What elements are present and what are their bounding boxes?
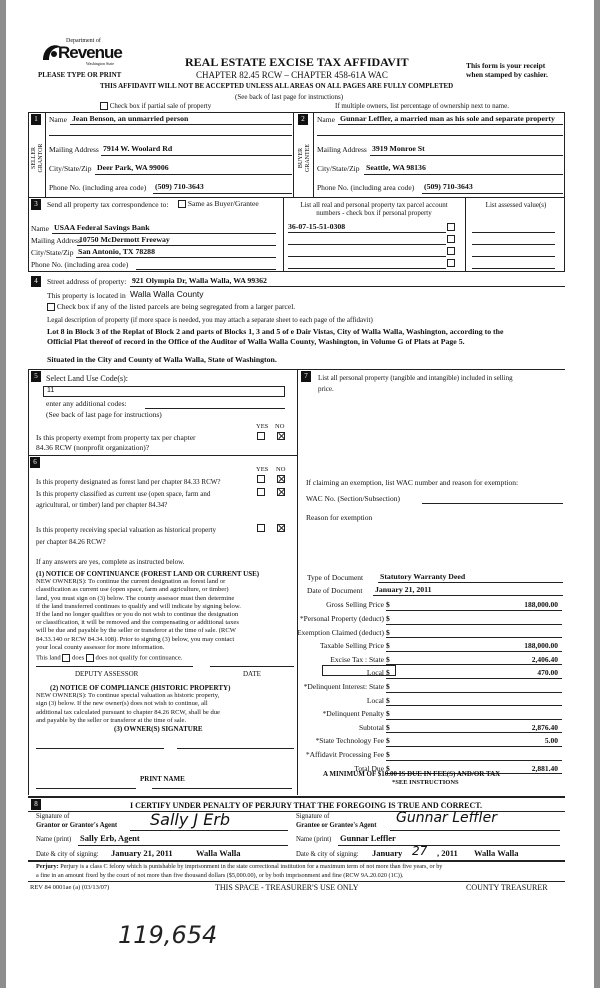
amount-label: Gross Selling Price [326,600,384,610]
historic-question: per chapter 84.26 RCW? [36,538,106,546]
dollar-sign: $ [386,722,390,732]
section-number-4: 4 [31,276,41,287]
owner-signature-line[interactable] [177,748,294,749]
certify-statement: I CERTIFY UNDER PENALTY OF PERJURY THAT THE FOREGOING IS TRUE AND CORRECT. [130,801,483,810]
amount-value[interactable]: 2,406.40 [531,654,558,664]
form-number: REV 84 0001ae (a) (03/13/07) [30,884,110,891]
grantee-city-field[interactable]: Walla Walla [474,848,519,858]
personal-property-label: price. [318,385,334,393]
underline [76,257,276,258]
perjury-text: Perjury is a class C felony which is punishable by imprisonment in the state correctional institution for a maximum term of not more than five years, or by [60,863,443,870]
land-use-code-input[interactable] [43,386,285,397]
amount-label: *Delinquent Penalty [322,709,384,719]
underline [338,124,563,125]
personal-property-checkbox[interactable] [447,247,455,255]
amount-row [300,652,562,665]
underline [370,155,563,156]
amount-label: *Personal Property (deduct) [299,613,384,623]
amount-value[interactable]: 188,000.00 [524,641,558,651]
perjury-text: a fine in an amount fixed by the court of not more than five thousand dollars ($5,000.00), or by both imprisonment and fine (RCW 9A.20.020 (1C)). [36,872,404,879]
buyer-name-field[interactable]: Gunnar Leffler, a married man as his sole and separate property [340,114,555,123]
amount-label: *State Technology Fee [315,736,384,746]
dollar-sign: $ [386,695,390,705]
amount-row [300,748,562,761]
see-back-text: (See back of last page for instructions) [235,93,344,101]
wac-field[interactable] [422,503,563,504]
wac-label: WAC No. (Section/Subsection) [306,494,400,503]
section-number-1: 1 [31,114,41,125]
owner-signature-label: (3) OWNER(S) SIGNATURE [114,725,203,734]
seller-side-label: SELLER GRANTOR [31,143,44,173]
street-label: Street address of property: [47,277,127,286]
owner-signature-line[interactable] [36,748,164,749]
underline [70,124,292,125]
amount-label: Exemption Claimed (deduct) [296,627,384,637]
checkbox[interactable] [47,303,55,311]
dollar-sign: $ [386,763,390,773]
checkbox[interactable] [100,102,108,110]
underline [338,845,560,846]
divider [28,860,565,862]
minimum-due-note: A MINIMUM OF $10.00 IS DUE IN FEE(S) AND/OR TAX [323,770,501,778]
underline [130,286,565,287]
tax-mailing-field[interactable]: 10750 McDermott Freeway [79,235,170,244]
divider [28,881,565,882]
divider [28,369,29,795]
notice1-title: (1) NOTICE OF CONTINUANCE (FOREST LAND OR CURRENT USE) [36,570,260,578]
amount-label: Excise Tax : State [330,654,384,664]
amount-label: *Delinquent Interest: State [303,681,384,691]
underline [77,245,276,246]
send-correspondence-label: Send all property tax correspondence to: [47,200,169,209]
signature-of-label: Signature of [36,813,70,820]
divider [45,112,46,198]
partial-sale-checkbox[interactable] [100,102,211,110]
dollar-sign: $ [386,681,390,691]
grantee-date-month[interactable]: January [372,848,403,858]
amount-row [300,734,562,747]
section-number-3: 3 [31,199,41,210]
personal-property-checkbox[interactable] [447,259,455,267]
document-date-label: Date of Document [307,586,363,595]
divider [313,112,314,198]
deputy-assessor-signature-line[interactable] [36,666,193,667]
parcel-number-field[interactable]: 36-07-15-51-0308 [288,222,346,231]
notice-line: if the land transferred continues to qualify and will indicate by signing below. [36,602,241,610]
personal-property-label: List all personal property (tangible and intangible) included in selling [318,374,513,382]
seller-mailing-field[interactable]: 7914 W. Woolard Rd [103,144,173,153]
tax-name-field[interactable]: USAA Federal Savings Bank [54,223,150,232]
see-instructions-note: *SEE INSTRUCTIONS [392,779,459,786]
same-as-buyer-label: Same as Buyer/Grantee [187,199,259,208]
amount-label: Local [366,695,384,705]
mailing-label: Mailing Address [31,236,81,245]
name-label: Name [31,224,49,233]
personal-property-checkbox[interactable] [447,223,455,231]
date-label: DATE [243,670,261,678]
notice-line: land, you must sign on (3) below. The county assessor must then determine [36,594,235,602]
local-rate-box[interactable] [322,665,396,676]
historic-yes-checkbox[interactable] [257,524,265,532]
parcel-number-field[interactable] [288,244,446,245]
logo-state-text: Washington State [86,61,115,66]
yes-header: YES [256,423,269,430]
section-number-2: 2 [298,114,308,125]
section-number-8: 8 [31,799,41,810]
underline [422,193,563,194]
buyer-side-label: BUYER GRANTEE [298,144,311,172]
amount-row [300,598,562,611]
buyer-phone-field[interactable]: (509) 710-3643 [424,182,473,191]
land-use-label: Select Land Use Code(s): [46,374,128,383]
this-land-label: This land [36,654,61,662]
dollar-sign: $ [386,736,390,746]
signature-of-label: Signature of [296,813,330,820]
amount-row [300,693,562,706]
notice-line: NEW OWNER(S): To continue the current designation as forest land or [36,578,226,586]
logo-name-text: Revenue [58,43,122,62]
checkbox[interactable] [178,200,186,208]
date-city-label: Date & city of signing: [296,851,359,858]
grantee-name-field[interactable]: Gunnar Leffler [340,833,396,843]
notice-line: 84.33.140 or RCW 84.34.108). Prior to signing (3) below, you may contact [36,635,235,643]
current-use-no-checkbox[interactable] [277,488,285,496]
date-line[interactable] [210,666,294,667]
mailing-label: Mailing Address [317,145,367,154]
please-type-text: PLEASE TYPE OR PRINT [38,71,122,79]
historic-no-checkbox[interactable] [277,524,285,532]
document-type-label: Type of Document [307,573,364,582]
land-use-code-value: 11 [47,387,55,394]
exempt-question: 84.36 RCW (nonprofit organization)? [36,443,150,452]
notice-line: or classification, it will be removed and the compensating or additional taxes [36,619,239,627]
amount-row [296,625,562,638]
seller-city-field[interactable]: Deer Park, WA 99006 [97,163,169,172]
name-label: Name [49,115,67,124]
located-label: This property is located in [47,291,126,300]
tax-city-field[interactable]: San Antonio, TX 78288 [78,247,155,256]
underline [153,193,292,194]
notice-line: additional tax calculated pursuant to chapter 84.26 RCW, shall be due [36,708,220,716]
underline [390,830,560,831]
phone-label: Phone No. (including area code) [317,183,415,192]
forest-land-question: Is this property designated as forest land per chapter 84.33 RCW? [36,478,221,486]
amount-row [300,639,562,652]
legal-description-line: Lot 8 in Block 3 of the Replat of Block 2 and parts of Blocks 1, 3 and 5 of e Dair Vistas, City of Walla Walla, Washington, according to the [47,327,504,336]
current-use-question: Is this property classified as current use (open space, farm and [36,490,211,498]
amount-label: Subtotal [358,722,384,732]
name-label: Name [317,115,335,124]
notice-line: and payable by the seller or transferor at the time of sale. [36,716,187,724]
grantor-agent-label: Grantor or Grantor's Agent [36,822,118,829]
grantor-name-field[interactable]: Sally Erb, Agent [80,833,140,843]
buyer-city-field[interactable]: Seattle, WA 98136 [366,163,426,172]
dollar-sign: $ [386,654,390,664]
does-not-qualify-checkbox[interactable] [86,654,94,662]
does-qualify-checkbox[interactable] [62,654,70,662]
exempt-question: Is this property exempt from property tax per chapter [36,433,196,442]
dollar-sign: $ [386,600,390,610]
receipt-note-1: This form is your receipt [466,61,546,70]
exempt-yes-checkbox[interactable] [257,432,265,440]
notice-line: If the land no longer qualifies or you do not wish to continue the designation [36,611,239,619]
scan-edge-right [594,0,600,988]
notice-line: sign (3) below. If the new owner(s) does not wish to continue, all [36,700,208,708]
multiple-owners-note: If multiple owners, list percentage of ownership next to name. [335,102,509,110]
form-title: REAL ESTATE EXCISE TAX AFFIDAVIT [185,55,409,69]
reason-label: Reason for exemption [306,513,373,522]
no-header: NO [275,423,285,430]
yes-header: YES [256,466,269,473]
print-name-label: PRINT NAME [140,775,185,783]
amount-row [300,720,562,733]
grantee-date-year[interactable]: , 2011 [437,848,458,858]
underline [130,830,288,831]
legal-description-line: Official Plat thereof of record in the Office of the Auditor of Walla Walla County, Washington, in Volume G of Plats at Page 5. [47,337,465,346]
forest-no-checkbox[interactable] [277,475,285,483]
logo-dept-text: Department of [66,38,101,44]
dor-logo [38,34,128,74]
amount-label: *Affidavit Processing Fee [305,749,384,759]
segregated-label: Check box if any of the listed parcels are being segregated from a larger parcel. [56,302,296,311]
additional-codes-field[interactable] [145,408,285,409]
amount-value[interactable]: 470.00 [537,668,558,678]
notice-line: will be due and payable by the seller or transferor at the time of sale. (RCW [36,627,236,635]
grantor-city-field[interactable]: Walla Walla [196,848,241,858]
underline [101,155,292,156]
amount-label: Local [366,668,384,678]
if-yes-instruction: If any answers are yes, complete as instructed below. [36,558,185,566]
divider [28,796,565,798]
city-label: City/State/Zip [317,164,360,173]
document-type-field[interactable]: Statutory Warranty Deed [380,572,466,581]
dollar-sign: $ [386,641,390,651]
assessed-value-field[interactable] [472,256,555,257]
city-label: City/State/Zip [49,164,92,173]
amount-value[interactable]: 2,881.40 [531,763,558,773]
treasurer-space-label: THIS SPACE - TREASURER'S USE ONLY [215,883,359,892]
legal-description-label: Legal description of property (if more space is needed, you may attach a separate sheet to each page of the affidavit) [47,316,373,324]
print-name-line[interactable] [36,788,136,789]
dollar-sign: $ [386,749,390,759]
amount-value[interactable]: 2,876.40 [531,722,558,732]
name-print-label: Name (print) [36,836,72,843]
seller-phone-field[interactable]: (509) 710-3643 [155,182,204,191]
amount-row [300,680,562,693]
amount-value[interactable]: 5.00 [544,736,558,746]
underline [373,595,563,596]
dollar-sign: $ [386,613,390,623]
handwritten-number: 119,654 [118,921,218,949]
current-use-yes-checkbox[interactable] [257,488,265,496]
phone-label: Phone No. (including area code) [31,260,129,269]
grantee-date-day[interactable]: 27 [412,844,428,858]
grantee-signature[interactable]: Gunnar Leffler [396,810,498,826]
notice-line: NEW OWNER(S): To continue special valuation as historic property, [36,692,220,700]
underline [78,845,288,846]
underline [49,135,292,136]
date-city-label: Date & city of signing: [36,851,99,858]
divider [28,455,298,456]
underline [52,233,276,234]
receipt-note-2: when stamped by cashier. [466,70,548,79]
amount-row [300,707,562,720]
tax-phone-field[interactable] [136,269,276,270]
county-treasurer-label: COUNTY TREASURER [466,883,548,892]
parcel-header: List all real and personal property tax parcel account numbers - check box if personal property [300,201,448,218]
does-not-label: does not qualify for continuance. [95,654,183,662]
print-name-line[interactable] [152,788,292,789]
notice-line: classification as current use (open space, farm and agriculture, or timber) [36,586,229,594]
phone-label: Phone No. (including area code) [49,183,147,192]
no-header: NO [276,466,286,473]
exemption-label: If claiming an exemption, list WAC number and reason for exemption: [306,478,519,487]
forest-yes-checkbox[interactable] [257,475,265,483]
grantor-signature[interactable]: Sally J Erb [150,810,231,829]
additional-codes-label: enter any additional codes: [46,399,127,408]
buyer-mailing-field[interactable]: 3919 Monroe St [372,144,425,153]
legal-description-line: Situated in the City and County of Walla Walla, State of Washington. [47,355,277,364]
amount-label: Taxable Selling Price [319,641,384,651]
perjury-bold-label: Perjury: [36,863,59,870]
partial-sale-label: Check box if partial sale of property [109,102,212,110]
amount-label: Total Due [354,763,384,773]
see-back-text: (See back of last page for instructions) [46,410,162,419]
segregated-checkbox[interactable] [47,303,295,312]
grantee-agent-label: Grantee or Grantee's Agent [296,822,377,829]
does-label: does [72,654,85,662]
assessed-value-field[interactable] [472,232,555,233]
historic-question: Is this property receiving special valuation as historical property [36,526,217,534]
section-number-5: 5 [31,371,41,382]
underline [378,582,563,583]
parcel-number-field[interactable] [288,268,446,269]
county-field[interactable]: Walla Walla County [130,289,204,299]
amount-row [300,612,562,625]
amount-value[interactable]: 188,000.00 [524,600,558,610]
current-use-question: agricultural, or timber) land per chapter 84.34? [36,501,168,509]
exempt-no-checkbox[interactable] [277,432,285,440]
underline [364,174,563,175]
street-address-field[interactable]: 921 Olympia Dr, Walla Walla, WA 99362 [132,276,267,285]
divider [283,197,284,272]
name-print-label: Name (print) [296,836,332,843]
assessed-header: List assessed value(s) [485,201,547,209]
deputy-assessor-label: DEPUTY ASSESSOR [75,670,139,678]
form-chapter: CHAPTER 82.45 RCW – CHAPTER 458-61A WAC [196,70,388,80]
warning-text: THIS AFFIDAVIT WILL NOT BE ACCEPTED UNLESS ALL AREAS ON ALL PAGES ARE FULLY COMPLETED [100,82,454,90]
grantor-date-field[interactable]: January 21, 2011 [111,848,173,858]
underline [288,232,446,233]
document-date-field[interactable]: January 21, 2011 [375,585,432,594]
assessed-value-field[interactable] [472,244,555,245]
dollar-sign: $ [386,709,390,719]
underline [95,174,292,175]
notice2-title: (2) NOTICE OF COMPLIANCE (HISTORIC PROPERTY) [50,684,231,692]
section-number-7: 7 [301,371,311,382]
same-as-buyer-checkbox[interactable] [178,200,259,209]
parcel-number-field[interactable] [288,256,446,257]
personal-property-checkbox[interactable] [447,235,455,243]
city-label: City/State/Zip [31,248,74,257]
notice-line: your local county assessor for more information. [36,643,165,651]
dollar-sign: $ [386,627,390,637]
divider [293,112,294,198]
underline [317,135,563,136]
seller-name-field[interactable]: Jean Benson, an unmarried person [72,114,189,123]
divider [465,197,466,272]
mailing-label: Mailing Address [49,145,99,154]
scan-edge-left [0,0,6,988]
section-number-6: 6 [30,457,40,468]
assessed-value-field[interactable] [472,268,555,269]
dollar-sign: $ [386,668,390,678]
